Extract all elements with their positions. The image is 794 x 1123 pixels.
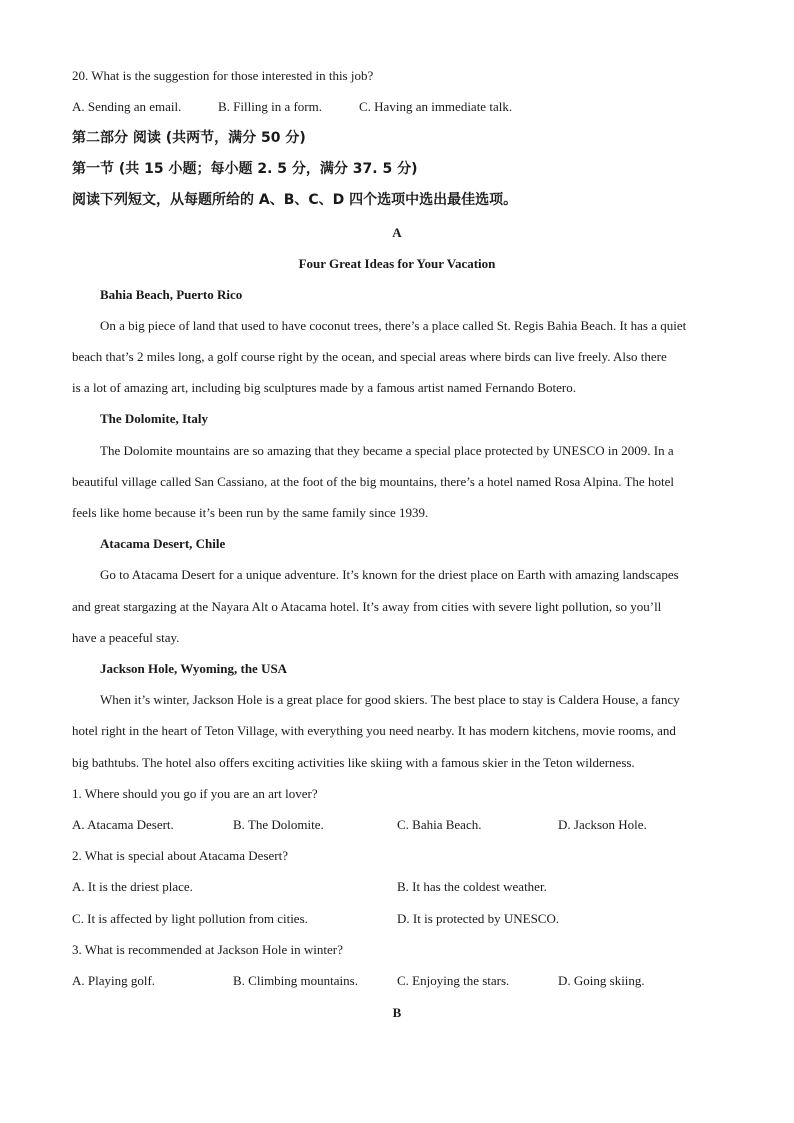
option-b: B. Filling in a form.	[218, 99, 322, 114]
paragraph-line: big bathtubs. The hotel also offers exciting activities like skiing with a famous skier in the Teton wilderness.	[72, 755, 635, 770]
paragraph-line: have a peaceful stay.	[72, 630, 180, 645]
question-2-options-row2	[72, 910, 722, 928]
passage-label-a: A	[392, 225, 402, 240]
question-3-options	[72, 972, 722, 990]
question-20-options	[72, 98, 722, 116]
paragraph-line: hotel right in the heart of Teton Village, with everything you need nearby. It has modern kitchens, movie rooms, and	[72, 723, 676, 738]
paragraph-line: beach that’s 2 miles long, a golf course right by the ocean, and special areas where birds can live freely. Also there	[72, 349, 667, 364]
question-2-stem: 2. What is special about Atacama Desert?	[72, 848, 288, 863]
option-d: D. Jackson Hole.	[558, 817, 647, 832]
paragraph-line: Go to Atacama Desert for a unique adventure. It’s known for the driest place on Earth with amazing landscapes	[100, 567, 679, 582]
option-b: B. The Dolomite.	[233, 817, 324, 832]
paragraph-line: and great stargazing at the Nayara Alt o Atacama hotel. It’s away from cities with severe light pollution, so you’ll	[72, 599, 662, 614]
option-c: C. Having an immediate talk.	[359, 99, 513, 114]
section-heading: Bahia Beach, Puerto Rico	[100, 287, 243, 302]
question-20-stem: 20. What is the suggestion for those interested in this job?	[72, 68, 374, 83]
option-c: C. It is affected by light pollution from cities.	[72, 911, 308, 926]
paragraph-line: The Dolomite mountains are so amazing that they became a special place protected by UNESCO in 2009. In a	[100, 443, 674, 458]
option-d: D. It is protected by UNESCO.	[397, 911, 560, 926]
option-b: B. Climbing mountains.	[233, 973, 358, 988]
question-3-stem: 3. What is recommended at Jackson Hole in winter?	[72, 942, 343, 957]
option-a: A. Sending an email.	[72, 99, 182, 114]
passage-title: Four Great Ideas for Your Vacation	[298, 256, 496, 271]
paragraph-line: On a big piece of land that used to have coconut trees, there’s a place called St. Regis Bahia Beach. It has a quiet	[100, 318, 687, 333]
paragraph-line: beautiful village called San Cassiano, at the foot of the big mountains, there’s a hotel named Rosa Alpina. The hotel	[72, 474, 674, 489]
paragraph-line: is a lot of amazing art, including big sculptures made by a famous artist named Fernando Botero.	[72, 380, 576, 395]
section-heading: Atacama Desert, Chile	[100, 536, 226, 551]
paragraph-line: When it’s winter, Jackson Hole is a great place for good skiers. The best place to stay is Caldera House, a fancy	[100, 692, 680, 707]
option-c: C. Enjoying the stars.	[397, 973, 510, 988]
section-heading: The Dolomite, Italy	[100, 411, 208, 426]
option-a: A. Playing golf.	[72, 973, 156, 988]
option-b: B. It has the coldest weather.	[397, 879, 547, 894]
question-1-stem: 1. Where should you go if you are an art lover?	[72, 786, 318, 801]
section-one-header: 第一节 (共 15 小题；每小题 2. 5 分，满分 37. 5 分)	[72, 161, 418, 177]
passage-label-b: B	[392, 1005, 402, 1020]
instruction-text: 阅读下列短文，从每题所给的 A、B、C、D 四个选项中选出最佳选项。	[72, 192, 518, 208]
question-2-options-row1	[72, 878, 722, 896]
option-a: A. Atacama Desert.	[72, 817, 174, 832]
question-1-options	[72, 816, 722, 834]
part-two-header: 第二部分 阅读 (共两节，满分 50 分)	[72, 130, 306, 146]
section-heading: Jackson Hole, Wyoming, the USA	[100, 661, 288, 676]
paragraph-line: feels like home because it’s been run by the same family since 1939.	[72, 505, 429, 520]
option-c: C. Bahia Beach.	[397, 817, 482, 832]
option-d: D. Going skiing.	[558, 973, 645, 988]
option-a: A. It is the driest place.	[72, 879, 193, 894]
